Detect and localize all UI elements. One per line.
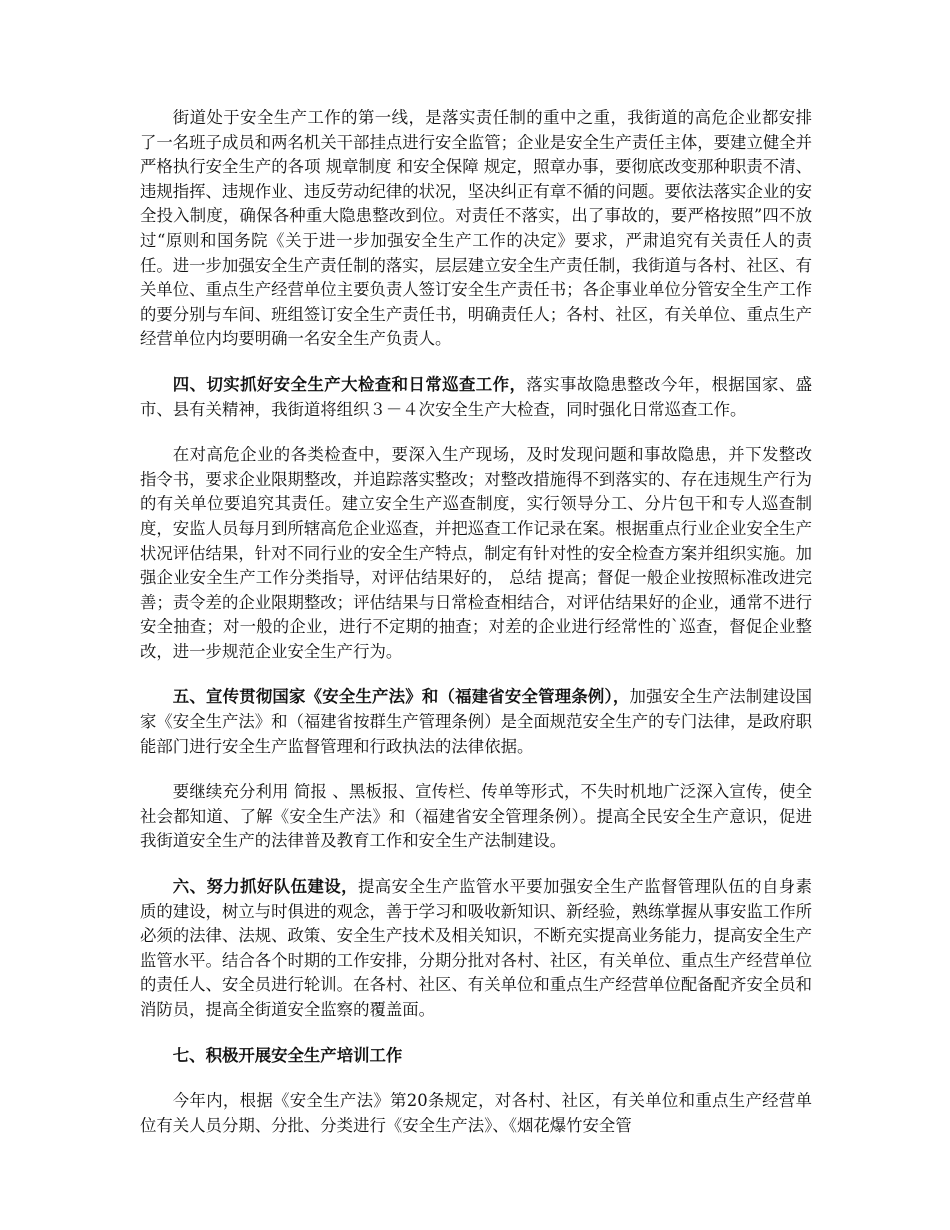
section-five-text: 加强安全生产法制建设国家《安全生产法》和（福建省按群生产管理条例）是全面规范安全生产的专门法律，是政府职能部门进行安全生产监督管理和行政执法的法律依据。 [140, 687, 813, 756]
paragraph-publicity: 要继续充分利用 简报 、黑板报、宣传栏、传单等形式，不失时机地广泛深入宣传，使全社会都知道、了解《安全生产法》和（福建省安全管理条例）。提高全民安全生产意识，促进我街道安全生产的法律普及教育工作和安全生产法制建设。 [140, 782, 812, 851]
section-four-text: 落实事故隐患整改今年，根据国家、盛市、县有关精神，我街道将组织３－４次安全生产大检查，同时强化日常巡查工作。 [140, 374, 813, 419]
paragraph-training: 今年内，根据《安全生产法》第20条规定，对各村、社区，有关单位和重点生产经营单位有关人员分期、分批、分类进行《安全生产法》、《烟花爆竹安全管 [140, 1091, 812, 1135]
section-six [140, 875, 812, 1023]
section-four-heading: 四、切实抓好安全生产大检查和日常巡查工作， [172, 374, 527, 394]
section-four [140, 373, 812, 422]
section-five-heading: 五、宣传贯彻国家《安全生产法》和（福建省安全管理条例）， [172, 687, 630, 707]
section-six-text: 提高安全生产监管水平要加强安全生产监督管理队伍的自身素质的建设，树立与时俱进的观念，善于学习和吸收新知识、新经验，熟练掌握从事安监工作所必须的法律、法规、政策、安全生产技术及相关知识，不断充实提高业务能力，提高安全生产监管水平。结合各个时期的工作安排，分期分批对各村、社区，有关单位、重点生产经营单位的责任人、安全员进行轮训。在各村、社区、有关单位和重点生产经营单位配备配齐安全员和消防员，提高全街道安全监察的覆盖面。 [140, 877, 813, 1019]
section-six-heading: 六、努力抓好队伍建设， [172, 877, 358, 897]
section-seven-heading: 七、积极开展安全生产培训工作 [172, 1045, 403, 1065]
section-five [140, 685, 812, 759]
paragraph-inspection: 在对高危企业的各类检查中，要深入生产现场，及时发现问题和事故隐患，并下发整改指令书，要求企业限期整改，并追踪落实整改；对整改措施得不到落实的、存在违规生产行为的有关单位要追究其责任。建立安全生产巡查制度，实行领导分工、分片包干和专人巡查制度，安监人员每月到所辖高危企业巡查，并把巡查工作记录在案。根据重点行业企业安全生产状况评估结果，针对不同行业的安全生产特点，制定有针对性的安全检查方案并组织实施。加强企业安全生产工作分类指导，对评估结果好的， 总结 提高；督促一般企业按照标准改进完善；责令差的企业限期整改；评估结果与日常检查相结合，对评估结果好的企业，通常不进行安全抽查；对一般的企业，进行不定期的抽查；对差的企业进行经常性的`巡查，督促企业整改，进一步规范企业安全生产行为。 [140, 445, 813, 661]
paragraph-responsibility: 街道处于安全生产工作的第一线，是落实责任制的重中之重，我街道的高危企业都安排了一名班子成员和两名机关干部挂点进行安全监管；企业是安全生产责任主体，要建立健全并严格执行安全生产的各项 规章制度 和安全保障 规定，照章办事，要彻底改变那种职责不清、违规指挥、违规作业、违反劳动纪律的状况，坚决纠正有章不循的问题。要依法落实企业的安全投入制度，确保各种重大隐患整改到位。对责任不落实，出了事故的，要严格按照”四不放过“原则和国务院《关于进一步加强安全生产工作的决定》要求，严肃追究有关责任人的责任。进一步加强安全生产责任制的落实，层层建立安全生产责任制，我街道与各村、社区、有关单位、重点生产经营单位主要负责人签订安全生产责任书；各企事业单位分管安全生产工作的要分别与车间、班组签订安全生产责任书，明确责任人；各村、社区，有关单位、重点生产经营单位内均要明确一名安全生产负责人。 [140, 108, 813, 349]
document-page [140, 106, 812, 1159]
